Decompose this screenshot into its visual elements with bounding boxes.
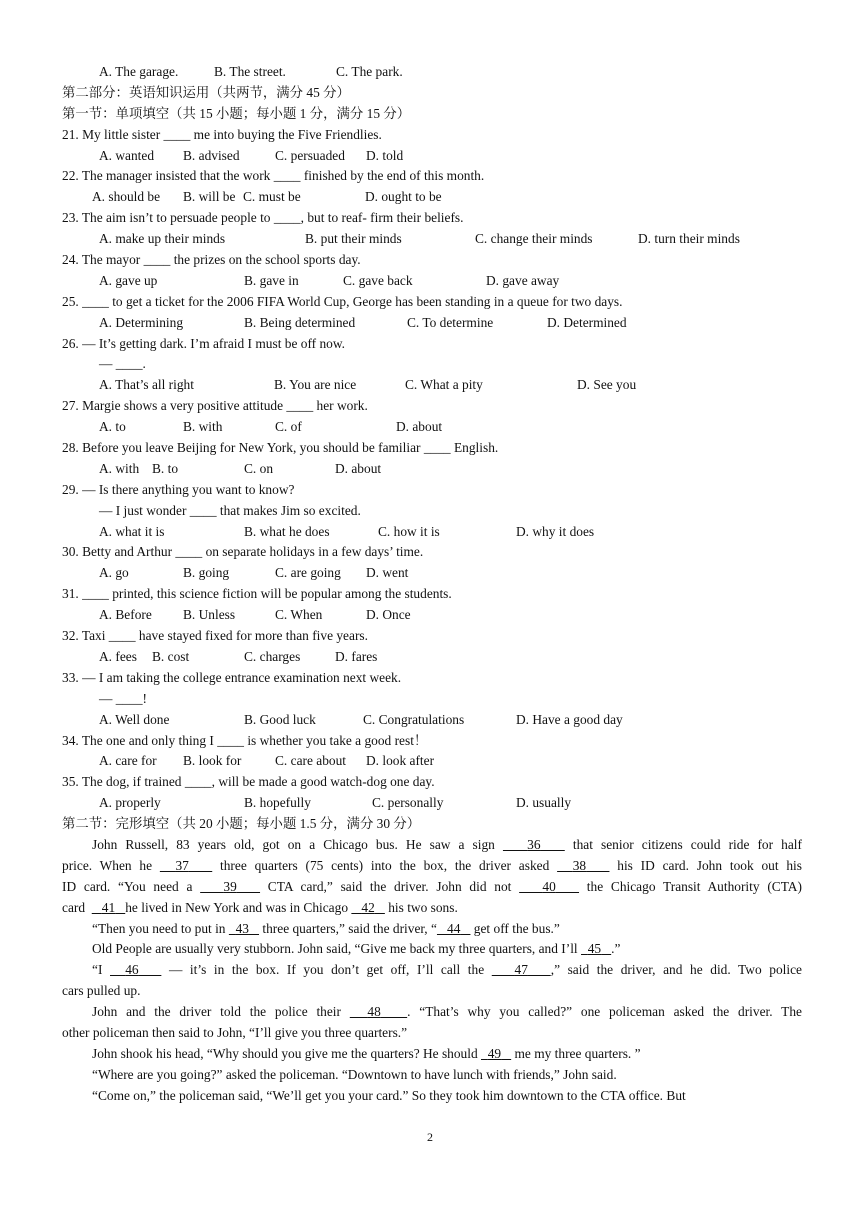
- q20-options: [62, 62, 802, 83]
- q29-answer: — I just wonder ____ that makes Jim so excited.: [99, 502, 361, 518]
- q29-option-c: C. how it is: [378, 523, 440, 539]
- q26-stem: 26. — It’s getting dark. I’m afraid I must be off now.: [62, 335, 345, 351]
- passage-text: three quarters,” said the driver, “: [262, 920, 437, 936]
- blank-46: 46: [125, 962, 139, 978]
- blank-44: 44: [447, 920, 461, 936]
- q26-answer: — ____.: [99, 356, 146, 372]
- q35-option-b: B. hopefully: [244, 795, 311, 811]
- q23-options: [62, 229, 802, 250]
- q23-stem: 23. The aim isn’t to persuade people to ____, but to reaf- firm their beliefs.: [62, 210, 464, 226]
- q23-option-d: D. turn their minds: [638, 231, 740, 247]
- q24-option-a: A. gave up: [99, 272, 158, 288]
- passage-paragraph-3: [62, 939, 802, 960]
- q28-options: [62, 459, 802, 480]
- q24-option-c: C. gave back: [343, 272, 413, 288]
- q32-stem: 32. Taxi ____ have stayed fixed for more than five years.: [62, 628, 368, 644]
- passage-text: John and the driver told the police their: [92, 1004, 341, 1020]
- blank-45: 45: [587, 941, 602, 957]
- q26-option-d: D. See you: [577, 377, 637, 393]
- q30-option-d: D. went: [366, 565, 409, 581]
- q23-option-a: A. make up their minds: [99, 231, 226, 247]
- blank-48: 48: [367, 1004, 381, 1020]
- q35-stem: 35. The dog, if trained ____, will be made a good watch-dog one day.: [62, 774, 435, 790]
- q26-option-c: C. What a pity: [405, 377, 483, 393]
- page-number: 2: [427, 1130, 433, 1144]
- q30-option-b: B. going: [183, 565, 230, 581]
- q22-option-b: B. will be: [183, 189, 236, 205]
- blank-37: 37: [175, 857, 189, 873]
- q33-answer: — ____!: [99, 690, 147, 706]
- q34-option-c: C. care about: [275, 753, 347, 769]
- blank-47: 47: [514, 962, 528, 978]
- q32-option-a: A. fees: [99, 648, 137, 664]
- q29-option-a: A. what it is: [99, 523, 165, 539]
- q34-option-d: D. look after: [366, 753, 435, 769]
- passage-text: ID card. “You need a: [62, 878, 193, 894]
- passage-text: his two sons.: [388, 899, 458, 915]
- q22-option-d: D. ought to be: [365, 189, 442, 205]
- blank-38: 38: [572, 857, 587, 873]
- q22-options: [62, 187, 802, 208]
- section2-title: 第二节：完形填空（共 20 小题；每小题 1.5 分，满分 30 分）: [62, 816, 421, 832]
- q25-stem: 25. ____ to get a ticket for the 2006 FIFA World Cup, George has been standing in a queue for two days.: [62, 293, 623, 309]
- q24-stem: 24. The mayor ____ the prizes on the school sports day.: [62, 252, 361, 268]
- section1-title: 第一节：单项填空（共 15 小题；每小题 1 分，满分 15 分）: [62, 105, 411, 121]
- q35-options: [62, 793, 802, 814]
- passage-paragraph-7: “Where are you going?” asked the policeman. “Downtown to have lunch with friends,” John said.: [92, 1066, 617, 1082]
- passage-text: — it’s in the box. If you don’t get off, I’ll call the: [168, 962, 485, 978]
- q23-option-b: B. put their minds: [305, 231, 402, 247]
- q33-option-b: B. Good luck: [244, 711, 316, 727]
- passage-text: that senior citizens could ride for half: [572, 836, 802, 852]
- q21-options: [62, 146, 802, 167]
- passage-line: [62, 960, 802, 981]
- passage-text: he lived in New York and was in Chicago: [125, 899, 349, 915]
- passage-text: price. When he: [62, 857, 153, 873]
- passage-text: get off the bus.”: [473, 920, 560, 936]
- q35-option-a: A. properly: [99, 795, 161, 811]
- q33-stem: 33. — I am taking the college entrance examination next week.: [62, 669, 402, 685]
- q25-option-b: B. Being determined: [244, 314, 356, 330]
- q20-option-c: C. The park.: [336, 64, 403, 79]
- q33-option-d: D. Have a good day: [516, 711, 623, 727]
- q28-option-a: A. with: [99, 460, 140, 476]
- q20-option-a: A. The garage.: [99, 64, 179, 79]
- q25-options: [62, 313, 802, 334]
- passage-text: card: [62, 899, 86, 915]
- q35-option-c: C. personally: [372, 795, 444, 811]
- q25-option-c: C. To determine: [407, 314, 494, 330]
- q30-option-a: A. go: [99, 565, 129, 581]
- passage-line: [62, 877, 802, 898]
- q26-option-a: A. That’s all right: [99, 377, 194, 393]
- passage-text: the Chicago Transit Authority (CTA): [586, 878, 802, 894]
- q29-option-b: B. what he does: [244, 523, 330, 539]
- passage-line: [62, 898, 802, 919]
- q23-option-c: C. change their minds: [475, 231, 593, 247]
- q24-option-b: B. gave in: [244, 272, 299, 288]
- blank-41: 41: [101, 899, 116, 915]
- q27-option-d: D. about: [396, 419, 443, 435]
- q27-option-a: A. to: [99, 419, 126, 435]
- q29-option-d: D. why it does: [516, 523, 595, 539]
- passage-line: [62, 856, 802, 877]
- q31-stem: 31. ____ printed, this science fiction will be popular among the students.: [62, 586, 452, 602]
- passage-text: “I: [92, 962, 103, 978]
- passage-text: “Then you need to put in: [92, 920, 226, 936]
- q31-option-d: D. Once: [366, 607, 411, 623]
- q27-options: [62, 417, 802, 438]
- q33-options: [62, 710, 802, 731]
- blank-43: 43: [235, 920, 249, 936]
- q34-option-b: B. look for: [183, 753, 242, 769]
- passage-paragraph-8: “Come on,” the policeman said, “We’ll get you your card.” So they took him downtown to the CTA office. But: [92, 1087, 686, 1103]
- blank-40: 40: [542, 878, 556, 894]
- q21-option-c: C. persuaded: [275, 147, 345, 163]
- q26-option-b: B. You are nice: [274, 377, 357, 393]
- part2-title: 第二部分：英语知识运用（共两节，满分 45 分）: [62, 84, 350, 100]
- blank-39: 39: [223, 878, 237, 894]
- page-content: [62, 62, 802, 1107]
- q33-option-a: A. Well done: [99, 711, 170, 727]
- q30-option-c: C. are going: [275, 565, 341, 581]
- q35-option-d: D. usually: [516, 795, 572, 811]
- passage-line: cars pulled up.: [62, 983, 141, 999]
- passage-text: .”: [611, 941, 621, 957]
- passage-line: [62, 835, 802, 856]
- q28-option-c: C. on: [244, 460, 274, 476]
- q27-option-c: C. of: [275, 419, 302, 435]
- q32-option-d: D. fares: [335, 648, 378, 664]
- passage-text: John Russell, 83 years old, got on a Chicago bus. He saw a sign: [92, 836, 495, 852]
- passage-text: three quarters (75 cents) into the box, the driver asked: [220, 857, 550, 873]
- passage-paragraph-2: [62, 919, 802, 940]
- q31-option-b: B. Unless: [183, 607, 236, 623]
- q24-option-d: D. gave away: [486, 272, 560, 288]
- passage-paragraph-6: [62, 1044, 802, 1065]
- q27-stem: 27. Margie shows a very positive attitude ____ her work.: [62, 398, 368, 414]
- q29-stem: 29. — Is there anything you want to know?: [62, 481, 295, 497]
- q21-option-a: A. wanted: [99, 147, 155, 163]
- q28-option-b: B. to: [152, 460, 179, 476]
- blank-49: 49: [487, 1045, 502, 1061]
- q30-stem: 30. Betty and Arthur ____ on separate holidays in a few days’ time.: [62, 544, 424, 560]
- q21-option-b: B. advised: [183, 147, 240, 163]
- q22-option-c: C. must be: [243, 189, 301, 205]
- q27-option-b: B. with: [183, 419, 223, 435]
- q34-options: [62, 751, 802, 772]
- passage-text: . “That’s why you called?” one policeman asked the driver. The: [407, 1004, 802, 1020]
- passage-text: his ID card. John took out his: [617, 857, 802, 873]
- q28-stem: 28. Before you leave Beijing for New York, you should be familiar ____ English.: [62, 440, 499, 456]
- passage-line: [62, 1002, 802, 1023]
- q32-options: [62, 647, 802, 668]
- q21-option-d: D. told: [366, 147, 404, 163]
- passage-text: Old People are usually very stubborn. John said, “Give me back my three quarters, and I’ll: [92, 941, 578, 957]
- q29-options: [62, 522, 802, 543]
- q26-options: [62, 375, 802, 396]
- passage-text: CTA card,” said the driver. John did not: [267, 878, 512, 894]
- q31-options: [62, 605, 802, 626]
- q30-options: [62, 563, 802, 584]
- blank-36: 36: [527, 836, 541, 852]
- q21-stem: 21. My little sister ____ me into buying the Five Friendlies.: [62, 126, 382, 142]
- q34-option-a: A. care for: [99, 753, 157, 769]
- q25-option-a: A. Determining: [99, 314, 184, 330]
- passage-text: John shook his head, “Why should you give me the quarters? He should: [92, 1045, 478, 1061]
- q22-stem: 22. The manager insisted that the work ____ finished by the end of this month.: [62, 168, 485, 184]
- q25-option-d: D. Determined: [547, 314, 627, 330]
- q22-option-a: A. should be: [92, 189, 161, 205]
- q33-option-c: C. Congratulations: [363, 711, 465, 727]
- passage-line: other policeman then said to John, “I’ll give you three quarters.”: [62, 1024, 408, 1040]
- q28-option-d: D. about: [335, 460, 382, 476]
- q32-option-b: B. cost: [152, 648, 190, 664]
- q34-stem: 34. The one and only thing I ____ is whether you take a good rest！: [62, 732, 428, 748]
- passage-text: me my three quarters. ”: [514, 1045, 641, 1061]
- q31-option-a: A. Before: [99, 607, 152, 623]
- passage-paragraph-1: [62, 835, 802, 919]
- passage-paragraph-5: [62, 1002, 802, 1044]
- q20-option-b: B. The street.: [214, 64, 286, 79]
- q24-options: [62, 271, 802, 292]
- q32-option-c: C. charges: [244, 648, 301, 664]
- blank-42: 42: [361, 899, 375, 915]
- passage-text: ,” said the driver, and he did. Two police: [550, 962, 802, 978]
- passage-paragraph-4: [62, 960, 802, 1002]
- q31-option-c: C. When: [275, 607, 323, 623]
